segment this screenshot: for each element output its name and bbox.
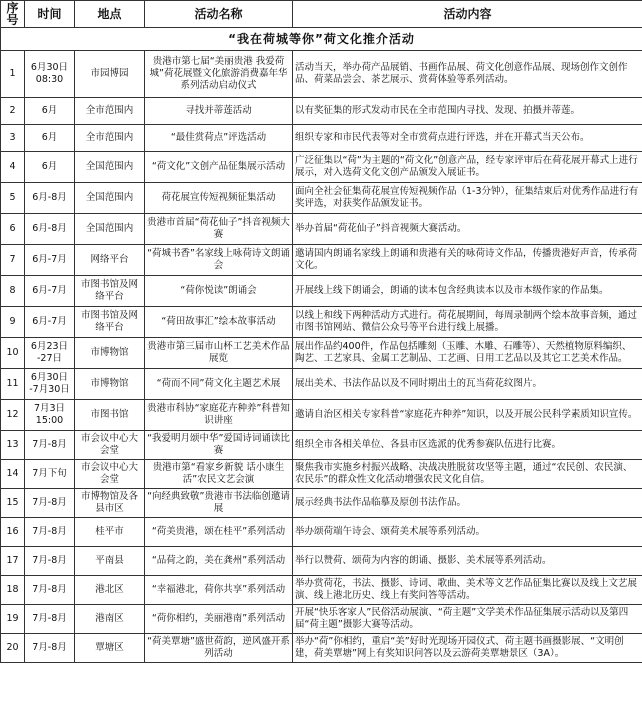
cell-content: 举行以赞荷、颂荷为内容的朗诵、摄影、美术展等系列活动。 (293, 547, 642, 576)
cell-place: 全国范围内 (75, 152, 145, 183)
cell-place: 桂平市 (75, 518, 145, 547)
cell-time: 6月30日 08:30 (25, 51, 75, 98)
table-row (1, 245, 642, 276)
cell-place: 市博物馆 (75, 369, 145, 400)
header-time: 时间 (25, 1, 75, 28)
cell-content: 举办赏荷花，书法、摄影、诗词、歌曲、美术等文艺作品征集比赛以及线上文艺展演、线上港北历史、线上有奖问答等活动。 (293, 576, 642, 605)
cell-name: “荷文化”文创产品征集展示活动 (145, 152, 293, 183)
table-row (1, 51, 642, 98)
cell-place: 港南区 (75, 605, 145, 634)
cell-place: 市会议中心大会堂 (75, 460, 145, 489)
cell-content: 举办首届“荷花仙子”抖音视频大赛活动。 (293, 214, 642, 245)
cell-content: 面向全社会征集荷花展宣传短视频作品（1-3分钟），征集结束后对优秀作品进行有奖评选，对获奖作品颁发证书。 (293, 183, 642, 214)
table-row (1, 125, 642, 152)
cell-no: 10 (1, 338, 25, 369)
cell-time: 7月-8月 (25, 518, 75, 547)
section-title: “我在荷城等你”荷文化推介活动 (1, 28, 642, 51)
table-row (1, 605, 642, 634)
table-row (1, 152, 642, 183)
cell-time: 6月 (25, 98, 75, 125)
cell-time: 7月-8月 (25, 605, 75, 634)
cell-name: “荷而不同”荷文化主题艺术展 (145, 369, 293, 400)
cell-place: 覃塘区 (75, 634, 145, 663)
cell-content: 开展线上线下朗诵会，朗诵的读本包含经典读本以及市本级作家的作品集。 (293, 276, 642, 307)
cell-place: 市图书馆及网络平台 (75, 276, 145, 307)
cell-name: “品荷之韵，美在龚州”系列活动 (145, 547, 293, 576)
cell-no: 6 (1, 214, 25, 245)
cell-content: 邀请自治区相关专家科普“家庭花卉种养”知识，以及开展公民科学素质知识宣传。 (293, 400, 642, 431)
header-content: 活动内容 (293, 1, 642, 28)
cell-name: 贵港市首届“荷花仙子”抖音视频大赛 (145, 214, 293, 245)
cell-name: “荷城书香”名家线上咏荷诗文朗诵会 (145, 245, 293, 276)
table-row (1, 98, 642, 125)
cell-name: 贵港市第“看家乡新貌 话小康生活”农民文艺会演 (145, 460, 293, 489)
cell-no: 7 (1, 245, 25, 276)
cell-name: “荷田故事汇”绘本故事活动 (145, 307, 293, 338)
cell-place: 全国范围内 (75, 183, 145, 214)
cell-content: 开展“快乐客家人”民俗活动展演、“荷主题”文学美术作品征集展示活动以及第四届“荷主题”摄影大赛等活动。 (293, 605, 642, 634)
cell-place: 平南县 (75, 547, 145, 576)
cell-place: 市图书馆及网络平台 (75, 307, 145, 338)
cell-no: 18 (1, 576, 25, 605)
cell-no: 5 (1, 183, 25, 214)
header-row (1, 1, 642, 28)
cell-time: 7月3日 15:00 (25, 400, 75, 431)
section-title-row (1, 28, 642, 51)
cell-place: 市会议中心大会堂 (75, 431, 145, 460)
cell-no: 9 (1, 307, 25, 338)
cell-content: 组织专家和市民代表等对全市赏荷点进行评选，并在开幕式当天公布。 (293, 125, 642, 152)
cell-time: 6月 (25, 125, 75, 152)
cell-no: 14 (1, 460, 25, 489)
cell-time: 6月23日 -27日 (25, 338, 75, 369)
cell-place: 港北区 (75, 576, 145, 605)
cell-time: 6月-7月 (25, 307, 75, 338)
cell-no: 13 (1, 431, 25, 460)
cell-place: 全市范围内 (75, 98, 145, 125)
cell-name: 寻找并蒂莲活动 (145, 98, 293, 125)
cell-no: 8 (1, 276, 25, 307)
cell-time: 7月-8月 (25, 576, 75, 605)
cell-no: 4 (1, 152, 25, 183)
cell-time: 6月 (25, 152, 75, 183)
table-row (1, 276, 642, 307)
cell-content: 聚焦我市实施乡村振兴战略、决战决胜脱贫攻坚等主题，通过“农民创、农民演、农民乐”的群众性文化活动增强农民文化自信。 (293, 460, 642, 489)
cell-no: 12 (1, 400, 25, 431)
cell-time: 6月-7月 (25, 276, 75, 307)
cell-name: “荷你相约，美丽港南”系列活动 (145, 605, 293, 634)
cell-time: 7月-8月 (25, 431, 75, 460)
cell-content: 展示经典书法作品临摹及原创书法作品。 (293, 489, 642, 518)
cell-no: 15 (1, 489, 25, 518)
cell-name: “我爱明月颂中华”爱国诗词诵读比赛 (145, 431, 293, 460)
cell-no: 1 (1, 51, 25, 98)
cell-name: “荷美贵港，颂在桂平”系列活动 (145, 518, 293, 547)
cell-time: 7月-8月 (25, 634, 75, 663)
cell-name: “向经典致敬”贵港市书法临创邀请展 (145, 489, 293, 518)
cell-no: 19 (1, 605, 25, 634)
cell-time: 7月-8月 (25, 489, 75, 518)
table-row (1, 400, 642, 431)
cell-time: 6月-7月 (25, 245, 75, 276)
cell-name: 贵港市第七届“美丽贵港 我爱荷城”荷花展暨文化旅游消费嘉年华系列活动启动仪式 (145, 51, 293, 98)
table-row (1, 489, 642, 518)
cell-time: 7月-8月 (25, 547, 75, 576)
table-row (1, 634, 642, 663)
table-row (1, 431, 642, 460)
cell-time: 6月-8月 (25, 214, 75, 245)
cell-name: 贵港市科协“家庭花卉种养”科普知识讲座 (145, 400, 293, 431)
cell-no: 11 (1, 369, 25, 400)
table-row (1, 183, 642, 214)
cell-name: 贵港市第三届市山杯工艺美术作品展览 (145, 338, 293, 369)
table-row (1, 460, 642, 489)
table-row (1, 307, 642, 338)
table-row (1, 576, 642, 605)
table-row (1, 518, 642, 547)
cell-place: 市博物馆及各县市区 (75, 489, 145, 518)
cell-place: 网络平台 (75, 245, 145, 276)
table-row (1, 338, 642, 369)
cell-content: 举办“荷”你相约，重启“美”好时光现场开园仪式、荷主题书画摄影展、“文明创建，荷美覃塘”网上有奖知识问答以及云游荷美覃塘景区（3A）。 (293, 634, 642, 663)
cell-place: 全国范围内 (75, 214, 145, 245)
cell-no: 17 (1, 547, 25, 576)
cell-name: 荷花展宣传短视频征集活动 (145, 183, 293, 214)
cell-place: 全市范围内 (75, 125, 145, 152)
cell-no: 2 (1, 98, 25, 125)
cell-time: 6月30日 -7月30日 (25, 369, 75, 400)
cell-place: 市园博园 (75, 51, 145, 98)
cell-no: 20 (1, 634, 25, 663)
cell-content: 展出美术、书法作品以及不同时期出土的瓦当荷花纹图片。 (293, 369, 642, 400)
cell-place: 市博物馆 (75, 338, 145, 369)
cell-content: 邀请国内朗诵名家线上朗诵和贵港有关的咏荷诗文作品，传播贵港好声音，传承荷文化。 (293, 245, 642, 276)
cell-content: 广泛征集以“荷”为主题的“荷文化”创意产品，经专家评审后在荷花展开幕式上进行展示，对入选荷文化文创产品颁发入展证书。 (293, 152, 642, 183)
cell-content: 以线上和线下两种活动方式进行。荷花展期间，每周录制两个绘本故事音频，通过市图书馆网站、微信公众号等平台进行线上展播。 (293, 307, 642, 338)
cell-no: 3 (1, 125, 25, 152)
cell-content: 组织全市各相关单位、各县市区选派的优秀参赛队伍进行比赛。 (293, 431, 642, 460)
table-row (1, 214, 642, 245)
cell-content: 活动当天，举办荷产品展销、书画作品展、荷文化创意作品展、现场创作文创作品、荷菜品尝会、茶艺展示、赏荷体验等系列活动。 (293, 51, 642, 98)
table-row (1, 547, 642, 576)
header-no: 序号 (1, 1, 25, 28)
header-place: 地点 (75, 1, 145, 28)
cell-time: 7月下旬 (25, 460, 75, 489)
cell-time: 6月-8月 (25, 183, 75, 214)
cell-name: “荷你悦读”朗诵会 (145, 276, 293, 307)
cell-content: 以有奖征集的形式发动市民在全市范围内寻找、发现、拍摄并蒂莲。 (293, 98, 642, 125)
cell-name: “幸福港北，荷你共享”系列活动 (145, 576, 293, 605)
cell-name: “荷美覃塘”盛世荷韵，逆风盛开系列活动 (145, 634, 293, 663)
cell-place: 市图书馆 (75, 400, 145, 431)
cell-no: 16 (1, 518, 25, 547)
cell-content: 举办颂荷端午诗会、颂荷美术展等系列活动。 (293, 518, 642, 547)
header-name: 活动名称 (145, 1, 293, 28)
table-row (1, 369, 642, 400)
cell-name: “最佳赏荷点”评选活动 (145, 125, 293, 152)
cell-content: 展出作品约400件，作品包括雕刻（玉雕、木雕、石雕等）、天然植物原料编织、陶艺、工艺家具、金属工艺制品、工艺画、日用工艺品以及其它工艺美术作品。 (293, 338, 642, 369)
